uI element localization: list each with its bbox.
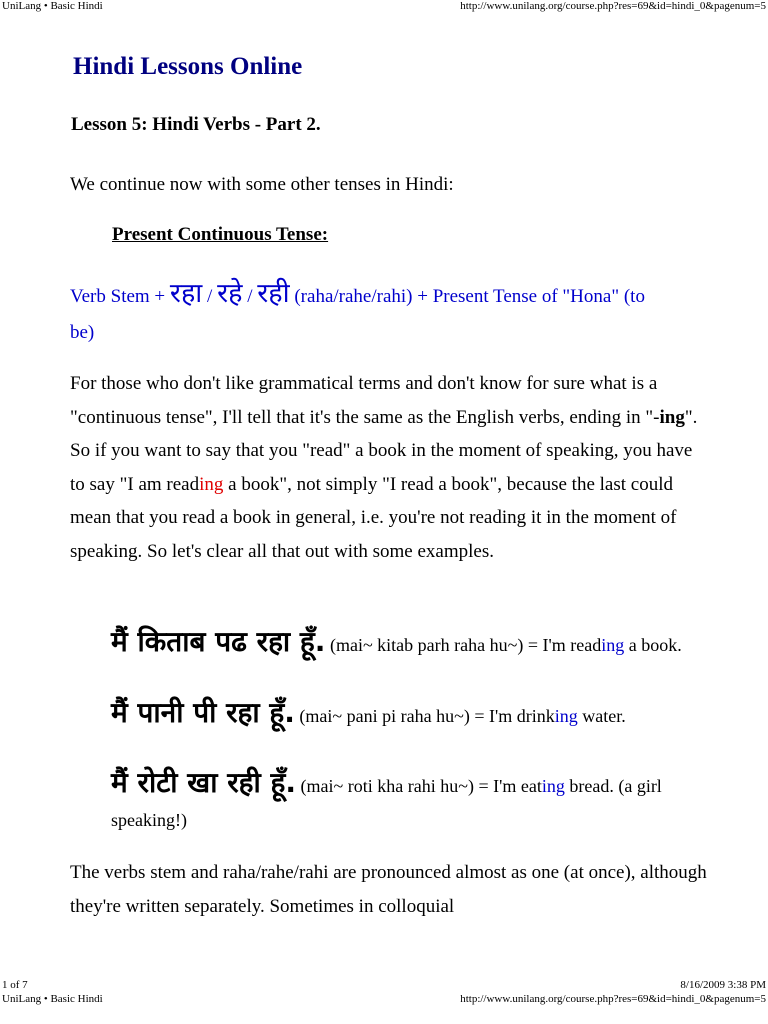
ing-bold: ing — [659, 406, 685, 428]
print-header-url[interactable]: http://www.unilang.org/course.php?res=69&id=hindi_0&pagenum=5 — [460, 0, 766, 12]
example-hindi: मैं पानी पी रहा हूँ. — [111, 696, 295, 729]
example-rest: bread. (a girl speaking!) — [111, 776, 662, 830]
formula-prefix: Verb Stem + — [70, 286, 170, 307]
example-translit: (mai~ kitab parh raha hu~) = I'm read — [325, 635, 602, 655]
section-heading: Present Continuous Tense: — [112, 224, 329, 245]
print-footer-date: 8/16/2009 3:38 PM — [680, 979, 766, 991]
formula — [70, 276, 670, 351]
example-3 — [111, 766, 711, 837]
lesson-heading: Lesson 5: Hindi Verbs - Part 2. — [71, 114, 321, 135]
page-title: Hindi Lessons Online — [73, 53, 303, 80]
example-1 — [111, 625, 711, 662]
intro-paragraph: We continue now with some other tenses in Hindi: — [70, 174, 454, 195]
example-ing: ing — [601, 635, 625, 655]
formula-rahe: रहे — [217, 278, 243, 309]
example-translit: (mai~ pani pi raha hu~) = I'm drink — [294, 706, 555, 726]
formula-sep: / — [242, 286, 258, 307]
explanation-paragraph — [70, 367, 710, 568]
pronunciation-paragraph: The verbs stem and raha/rahe/rahi are pronounced almost as one (at once), although they're written separately. Sometimes in colloquial — [70, 862, 707, 917]
formula-rahi: रही — [257, 278, 290, 309]
text-run: For those who don't like grammatical terms and don't know for sure what is a "continuous tense", I'll tell that it's the same as the English verbs, ending in "- — [70, 373, 660, 428]
print-header-title: UniLang • Basic Hindi — [2, 993, 103, 1005]
formula-suffix: (raha/rahe/rahi) + Present Tense of "Hona" (to be) — [70, 286, 645, 343]
example-rest: a book. — [624, 635, 682, 655]
ing-highlight: ing — [199, 473, 224, 495]
text-run: a book", not simply "I read a book", because the last could mean that you read a book in general, i.e. you're not reading it in the moment of speaking. So let's clear all that out with some examples. — [70, 473, 677, 562]
example-2 — [111, 696, 711, 733]
formula-raha: रहा — [169, 278, 203, 309]
print-header-url[interactable]: http://www.unilang.org/course.php?res=69&id=hindi_0&pagenum=5 — [460, 993, 766, 1005]
example-ing: ing — [554, 706, 578, 726]
print-footer-page: 1 of 7 — [2, 979, 28, 991]
text-run: ". So if you want to say that you "read" a book in the moment of speaking, you have to say "I am read — [70, 406, 698, 495]
example-translit: (mai~ roti kha rahi hu~) = I'm eat — [296, 776, 542, 796]
formula-sep: / — [202, 286, 218, 307]
example-hindi: मैं रोटी खा रही हूँ. — [111, 766, 297, 799]
print-header-title: UniLang • Basic Hindi — [2, 0, 103, 12]
example-rest: water. — [577, 706, 626, 726]
example-hindi: मैं किताब पढ रहा हूँ. — [111, 625, 326, 658]
example-ing: ing — [541, 776, 565, 796]
